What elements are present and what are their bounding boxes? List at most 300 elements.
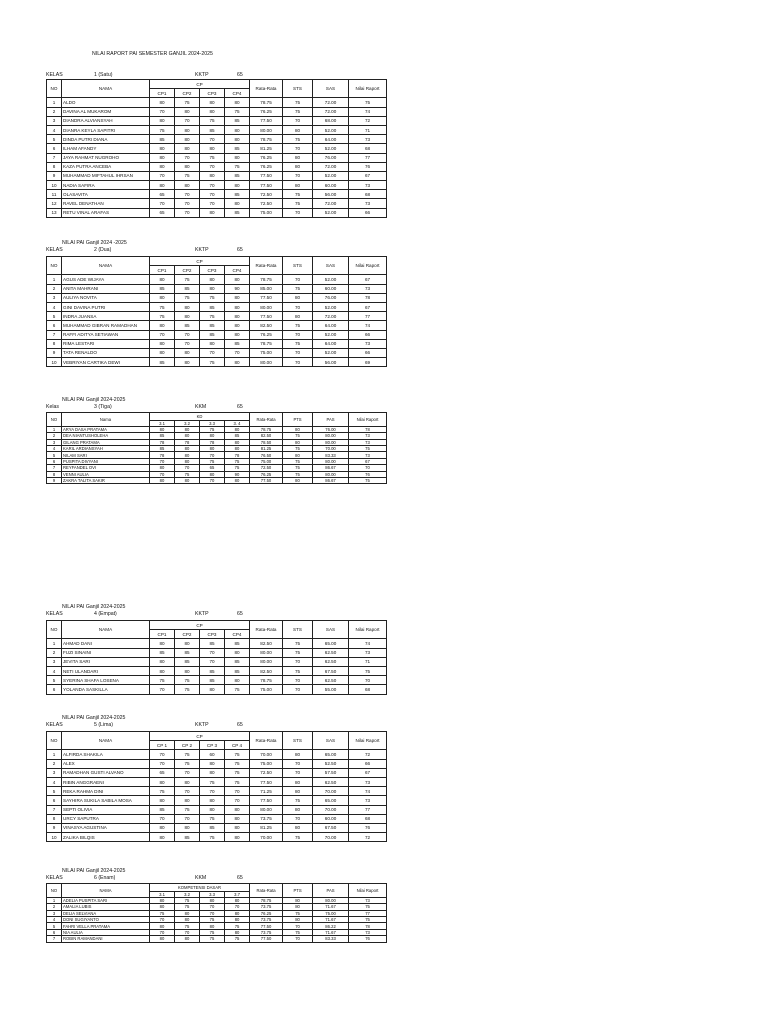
cell-raport: 75: [349, 666, 387, 675]
cell-nama: VENNI AULIA: [62, 471, 150, 477]
col-sub: 3. 4: [225, 420, 250, 426]
cell-nama: ZALIKA BILQIS: [62, 833, 150, 842]
cell-cp3: 85: [200, 823, 225, 832]
col-nama: NAMA: [62, 257, 150, 275]
col-sas: SAS: [313, 621, 349, 639]
cell-raport: 73: [349, 796, 387, 805]
kelas-label: KELAS: [46, 722, 63, 728]
cell-cp3: 75: [200, 293, 225, 302]
cell-rata: 78.75: [250, 275, 283, 284]
col-no: NO: [47, 884, 62, 898]
cell-cp4: 80: [225, 312, 250, 321]
cell-nama: FUZI SINAINI: [62, 648, 150, 657]
cell-cp1: 65: [150, 190, 175, 199]
cell-cp3: 80: [200, 685, 225, 694]
cell-raport: 75: [349, 98, 387, 107]
col-sub: CP4: [225, 266, 250, 275]
cell-rata: 82.50: [250, 433, 283, 439]
cell-cp3: 70: [200, 452, 225, 458]
col-no: NO: [47, 257, 62, 275]
cell-cp3: 80: [200, 446, 225, 452]
cell-cp3: 80: [200, 768, 225, 777]
section-title: NILAI PAI Ganjil 2024-2025: [62, 604, 126, 610]
cell-nama: FAHRI VELLA PRATAMA: [62, 923, 150, 929]
cell-rata: 77.50: [250, 796, 283, 805]
cell-rata: 77.50: [250, 293, 283, 302]
cell-sas: 52.00: [313, 144, 349, 153]
cell-cp2: 75: [175, 923, 200, 929]
cell-raport: 67: [349, 302, 387, 311]
cell-nama: PUSPITA DIVYANI: [62, 458, 150, 464]
cell-raport: 68: [349, 685, 387, 694]
col-sub: 3.3: [200, 891, 225, 897]
cell-rata: 75.00: [250, 759, 283, 768]
table-row: [47, 639, 387, 648]
cell-no: 5: [47, 676, 62, 685]
col-sub: CP4: [225, 630, 250, 639]
kelas-label: KELAS: [46, 72, 63, 78]
cell-no: 2: [47, 759, 62, 768]
cell-raport: 73: [349, 135, 387, 144]
cell-no: 2: [47, 433, 62, 439]
cell-rata: 76.25: [250, 153, 283, 162]
table-row: [47, 823, 387, 832]
cell-cp2: 80: [175, 107, 200, 116]
cell-cp2: 80: [175, 823, 200, 832]
cell-cp1: 80: [150, 181, 175, 190]
col-sub: CP3: [200, 630, 225, 639]
cell-nama: REKA RAHMA DINI: [62, 787, 150, 796]
cell-raport: 67: [349, 768, 387, 777]
table-row: [47, 171, 387, 180]
cell-cp3: 70: [200, 657, 225, 666]
cell-sts: 80: [283, 426, 313, 432]
cell-cp3: 80: [200, 339, 225, 348]
cell-sts: 80: [283, 787, 313, 796]
cell-no: 6: [47, 144, 62, 153]
col-sub: CP3: [200, 266, 225, 275]
cell-rata: 77.50: [250, 171, 283, 180]
cell-rata: 81.25: [250, 446, 283, 452]
cell-cp3: 80: [200, 759, 225, 768]
cell-sas: 64.00: [313, 339, 349, 348]
cell-raport: 75: [349, 917, 387, 923]
cell-sts: 70: [283, 936, 313, 942]
cell-raport: 72: [349, 833, 387, 842]
cell-cp3: 80: [200, 98, 225, 107]
cell-sts: 70: [283, 358, 313, 367]
table-row: [47, 814, 387, 823]
col-no: NO: [47, 621, 62, 639]
cell-no: 9: [47, 478, 62, 484]
grade-table: [46, 731, 387, 842]
section-title: NILAI PAI Ganjil 2024 -2025: [62, 240, 127, 246]
cell-rata: 73.75: [250, 917, 283, 923]
cell-cp4: 85: [225, 339, 250, 348]
table-row: [47, 777, 387, 786]
cell-no: 3: [47, 657, 62, 666]
cell-cp3: 80: [200, 107, 225, 116]
cell-raport: 75: [349, 446, 387, 452]
cell-sts: 70: [283, 208, 313, 217]
cell-no: 3: [47, 439, 62, 445]
cell-raport: 72: [349, 750, 387, 759]
cell-rata: 78.75: [250, 676, 283, 685]
cell-nama: DEA NIANTUSHOLEHA: [62, 433, 150, 439]
col-rata: Rata-Rata: [250, 621, 283, 639]
cell-cp3: 75: [200, 936, 225, 942]
cell-nama: ALEX: [62, 759, 150, 768]
cell-cp1: 80: [150, 833, 175, 842]
table-row: [47, 833, 387, 842]
cell-cp1: 80: [150, 348, 175, 357]
table-row: [47, 657, 387, 666]
cell-raport: 74: [349, 639, 387, 648]
cell-cp2: 75: [175, 275, 200, 284]
cell-cp1: 80: [150, 478, 175, 484]
cell-raport: 68: [349, 144, 387, 153]
kelas-value: 3 (Tiga): [94, 404, 112, 410]
cell-cp4: 75: [225, 685, 250, 694]
cell-cp2: 70: [175, 465, 200, 471]
cell-raport: 76: [349, 823, 387, 832]
cell-cp4: 80: [225, 330, 250, 339]
cell-raport: 66: [349, 208, 387, 217]
cell-cp2: 85: [175, 321, 200, 330]
cell-cp1: 80: [150, 936, 175, 942]
cell-nama: GINI DAVINA PUTRI: [62, 302, 150, 311]
cell-cp2: 80: [175, 135, 200, 144]
cell-sts: 75: [283, 135, 313, 144]
cell-sts: 80: [283, 452, 313, 458]
cell-nama: MUHAMMAD MIFTAHUL IHRSAN: [62, 171, 150, 180]
cell-sas: 71.67: [313, 929, 349, 935]
cell-cp1: 80: [150, 339, 175, 348]
cell-no: 8: [47, 339, 62, 348]
cell-cp4: 70: [225, 787, 250, 796]
cell-sts: 75: [283, 639, 313, 648]
cell-cp4: 75: [225, 923, 250, 929]
table-row: [47, 478, 387, 484]
cell-cp2: 75: [175, 98, 200, 107]
cell-sts: 75: [283, 339, 313, 348]
cell-raport: 71: [349, 125, 387, 134]
table-row: [47, 750, 387, 759]
cell-rata: 80.00: [250, 657, 283, 666]
cell-raport: 72: [349, 116, 387, 125]
cell-raport: 76: [349, 162, 387, 171]
cell-cp2: 80: [175, 348, 200, 357]
cell-cp4: 80: [225, 321, 250, 330]
cell-cp2: 80: [175, 312, 200, 321]
kelas-label: Kelas: [46, 404, 59, 410]
cell-no: 9: [47, 348, 62, 357]
col-no: NO: [47, 80, 62, 98]
cell-sts: 70: [283, 348, 313, 357]
cell-raport: 74: [349, 787, 387, 796]
cell-sts: 75: [283, 98, 313, 107]
cell-cp2: 70: [175, 190, 200, 199]
cell-cp2: 85: [175, 657, 200, 666]
cell-raport: 67: [349, 458, 387, 464]
cell-rata: 78.75: [250, 897, 283, 903]
cell-raport: 70: [349, 676, 387, 685]
col-sub: CP 1: [150, 741, 175, 750]
col-rata: Rata-Rata: [250, 413, 283, 427]
cell-sts: 70: [283, 676, 313, 685]
cell-no: 6: [47, 458, 62, 464]
table-row: [47, 805, 387, 814]
col-sub: CP1: [150, 89, 175, 98]
grade-table: [46, 883, 387, 943]
cell-no: 9: [47, 823, 62, 832]
cell-sts: 75: [283, 471, 313, 477]
cell-rata: 80.00: [250, 648, 283, 657]
cell-sas: 52.00: [313, 330, 349, 339]
cell-cp1: 78: [150, 439, 175, 445]
cell-cp2: 75: [175, 805, 200, 814]
cell-cp4: 75: [225, 768, 250, 777]
cell-cp4: 80: [225, 199, 250, 208]
col-sub: CP 4: [225, 741, 250, 750]
col-nama: Nama: [62, 413, 150, 427]
cell-cp1: 80: [150, 904, 175, 910]
cell-raport: 78: [349, 426, 387, 432]
kelas-value: 6 (Enam): [94, 875, 116, 881]
cell-rata: 75.00: [250, 685, 283, 694]
cell-cp1: 80: [150, 923, 175, 929]
cell-cp2: 78: [175, 439, 200, 445]
col-rata: Rata-Rata: [250, 732, 283, 750]
cell-cp3: 70: [200, 162, 225, 171]
kelas-label: KELAS: [46, 247, 63, 253]
cell-cp2: 80: [175, 302, 200, 311]
cell-sts: 80: [283, 478, 313, 484]
cell-rata: 82.50: [250, 639, 283, 648]
cell-nama: RAVEL DENATHAN: [62, 199, 150, 208]
cell-cp2: 80: [175, 639, 200, 648]
cell-cp3: 70: [200, 199, 225, 208]
cell-no: 6: [47, 321, 62, 330]
cell-cp3: 80: [200, 144, 225, 153]
kktp-label: KKM: [195, 875, 207, 881]
cell-cp2: 75: [175, 171, 200, 180]
cell-sas: 86.67: [313, 465, 349, 471]
cell-cp3: 85: [200, 666, 225, 675]
col-sub: 3.2: [175, 420, 200, 426]
cell-sas: 70.00: [313, 833, 349, 842]
cell-no: 4: [47, 666, 62, 675]
cell-cp4: 75: [225, 162, 250, 171]
cell-sas: 62.50: [313, 648, 349, 657]
cell-raport: 73: [349, 433, 387, 439]
table-row: [47, 135, 387, 144]
kktp-value: 65: [237, 611, 243, 617]
col-raport: Nilai Raport: [349, 257, 387, 275]
cell-cp1: 80: [150, 293, 175, 302]
table-row: [47, 199, 387, 208]
cell-raport: 73: [349, 452, 387, 458]
cell-cp3: 70: [200, 190, 225, 199]
cell-cp3: 80: [200, 471, 225, 477]
cell-sas: 68.00: [313, 116, 349, 125]
cell-cp2: 80: [175, 936, 200, 942]
cell-cp1: 80: [150, 666, 175, 675]
cell-cp1: 80: [150, 897, 175, 903]
cell-cp3: 70: [200, 348, 225, 357]
cell-nama: ZAKRA TALITA SAKIR: [62, 478, 150, 484]
col-group: CP: [150, 257, 250, 266]
cell-cp3: 70: [200, 648, 225, 657]
cell-sas: 60.00: [313, 181, 349, 190]
cell-rata: 77.50: [250, 116, 283, 125]
cell-nama: ROBIN RAMANDANI: [62, 936, 150, 942]
cell-sas: 52.50: [313, 759, 349, 768]
cell-sts: 75: [283, 446, 313, 452]
cell-cp1: 70: [150, 330, 175, 339]
document-title: NILAI RAPORT PAI SEMESTER GANJIL 2024-2025: [92, 51, 213, 57]
cell-rata: 80.00: [250, 302, 283, 311]
cell-cp4: 75: [225, 458, 250, 464]
cell-raport: 73: [349, 181, 387, 190]
cell-rata: 76.25: [250, 330, 283, 339]
cell-raport: 68: [349, 814, 387, 823]
cell-raport: 77: [349, 805, 387, 814]
cell-cp1: 70: [150, 685, 175, 694]
cell-raport: 70: [349, 465, 387, 471]
cell-nama: GILANG PRATAMA: [62, 439, 150, 445]
kktp-label: KKTP: [195, 247, 209, 253]
cell-sas: 83.33: [313, 452, 349, 458]
cell-cp3: 80: [200, 897, 225, 903]
cell-cp1: 80: [150, 144, 175, 153]
cell-no: 6: [47, 796, 62, 805]
cell-sts: 70: [283, 302, 313, 311]
col-sas: PAS: [313, 884, 349, 898]
cell-cp3: 80: [200, 805, 225, 814]
cell-cp3: 85: [200, 321, 225, 330]
cell-no: 7: [47, 805, 62, 814]
cell-raport: 73: [349, 439, 387, 445]
cell-sas: 57.50: [313, 768, 349, 777]
cell-raport: 73: [349, 648, 387, 657]
cell-cp3: 75: [200, 458, 225, 464]
cell-cp1: 80: [150, 639, 175, 648]
col-sub: 3.1: [150, 891, 175, 897]
table-row: [47, 116, 387, 125]
cell-sts: 75: [283, 107, 313, 116]
cell-rata: 78.75: [250, 426, 283, 432]
cell-nama: KAZA PUTRA ANCEBA: [62, 162, 150, 171]
col-raport: Nilai Raport: [349, 884, 387, 898]
cell-no: 7: [47, 153, 62, 162]
cell-cp4: 85: [225, 639, 250, 648]
cell-nama: NILAM SARI: [62, 452, 150, 458]
cell-cp2: 80: [175, 125, 200, 134]
cell-cp2: 80: [175, 777, 200, 786]
cell-cp4: 85: [225, 190, 250, 199]
cell-sts: 80: [283, 904, 313, 910]
cell-cp1: 70: [150, 199, 175, 208]
table-row: [47, 275, 387, 284]
cell-cp2: 85: [175, 648, 200, 657]
cell-cp1: 80: [150, 275, 175, 284]
cell-cp3: 85: [200, 676, 225, 685]
kelas-label: KELAS: [46, 875, 63, 881]
cell-cp3: 85: [200, 302, 225, 311]
cell-rata: 75.00: [250, 348, 283, 357]
cell-sts: 80: [283, 917, 313, 923]
cell-sas: 71.67: [313, 904, 349, 910]
col-nama: NAMA: [62, 884, 150, 898]
cell-no: 1: [47, 426, 62, 432]
table-row: [47, 358, 387, 367]
grade-table: [46, 256, 387, 367]
cell-cp1: 85: [150, 433, 175, 439]
cell-cp2: 80: [175, 358, 200, 367]
cell-cp3: 70: [200, 181, 225, 190]
cell-no: 4: [47, 302, 62, 311]
cell-rata: 77.50: [250, 312, 283, 321]
kelas-value: 4 (Empat): [94, 611, 117, 617]
cell-sts: 70: [283, 685, 313, 694]
cell-cp1: 80: [150, 162, 175, 171]
cell-no: 6: [47, 929, 62, 935]
cell-cp4: 75: [225, 777, 250, 786]
cell-sas: 76.00: [313, 426, 349, 432]
cell-cp2: 85: [175, 284, 200, 293]
cell-sas: 60.00: [313, 284, 349, 293]
cell-cp2: 70: [175, 208, 200, 217]
cell-cp3: 70: [200, 478, 225, 484]
cell-cp3: 75: [200, 116, 225, 125]
cell-cp2: 70: [175, 339, 200, 348]
col-sub: CP4: [225, 89, 250, 98]
table-row: [47, 162, 387, 171]
cell-cp1: 85: [150, 805, 175, 814]
cell-sts: 75: [283, 910, 313, 916]
cell-sts: 80: [283, 153, 313, 162]
cell-sas: 67.50: [313, 823, 349, 832]
cell-cp2: 80: [175, 181, 200, 190]
col-group: CP: [150, 732, 250, 741]
cell-no: 4: [47, 777, 62, 786]
table-row: [47, 190, 387, 199]
cell-nama: REYFANDEL OVI: [62, 465, 150, 471]
cell-cp3: 70: [200, 904, 225, 910]
cell-rata: 72.50: [250, 199, 283, 208]
kktp-label: KKTP: [195, 611, 209, 617]
table-row: [47, 330, 387, 339]
cell-cp3: 85: [200, 125, 225, 134]
cell-nama: DELIA SELVIANA: [62, 910, 150, 916]
cell-rata: 82.50: [250, 666, 283, 675]
cell-cp4: 80: [225, 135, 250, 144]
kelas-value: 1 (Satu): [94, 72, 113, 78]
cell-no: 5: [47, 135, 62, 144]
cell-nama: YOLANDA SASKILLA: [62, 685, 150, 694]
cell-cp1: 80: [150, 796, 175, 805]
cell-sas: 65.00: [313, 750, 349, 759]
cell-sas: 62.50: [313, 657, 349, 666]
col-sts: PTS: [283, 413, 313, 427]
cell-sas: 86.67: [313, 478, 349, 484]
cell-sts: 70: [283, 657, 313, 666]
kktp-label: KKTP: [195, 722, 209, 728]
cell-no: 12: [47, 199, 62, 208]
section-title: NILAI PAI Ganjil 2024-2025: [62, 715, 126, 721]
cell-cp4: 70: [225, 348, 250, 357]
